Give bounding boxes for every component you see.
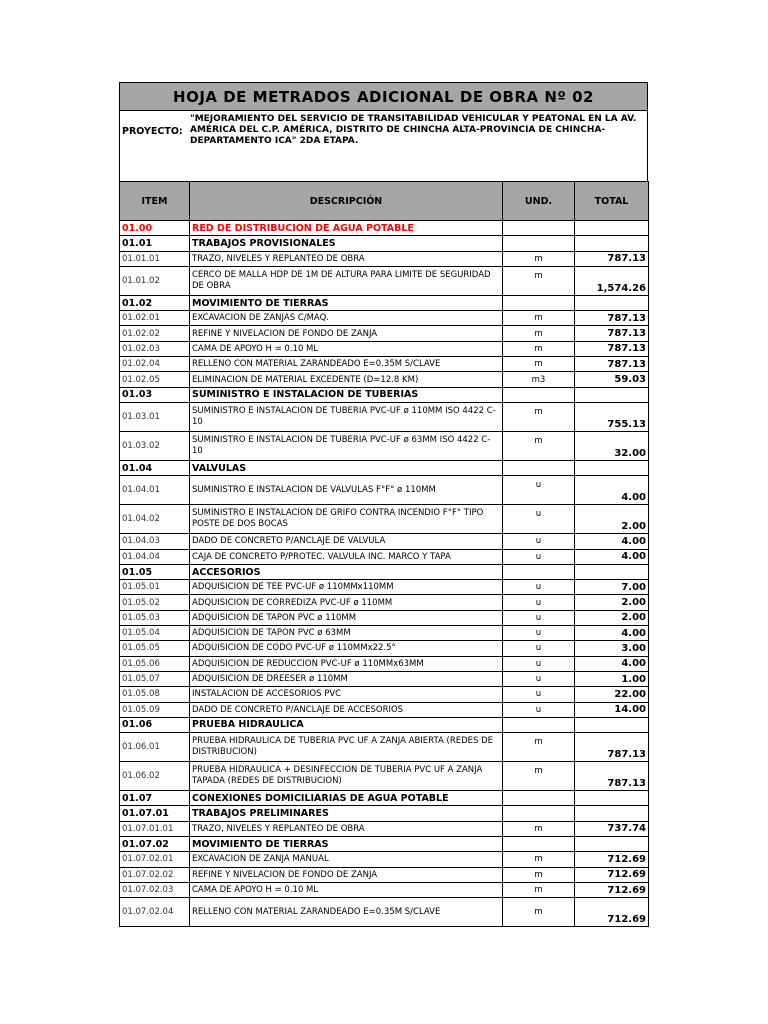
item-unit: u	[503, 656, 575, 671]
item-code: 01.02.01	[120, 311, 190, 326]
item-unit: m	[503, 867, 575, 882]
item-unit	[503, 460, 575, 475]
metrados-table	[119, 181, 649, 927]
item-unit: m	[503, 266, 575, 295]
item-code: 01.02	[120, 295, 190, 310]
table-row	[120, 357, 649, 372]
header-description: DESCRIPCIÓN	[190, 182, 503, 221]
section-row	[120, 236, 649, 251]
item-code: 01.04.02	[120, 505, 190, 534]
section-row	[120, 460, 649, 475]
table-row	[120, 882, 649, 897]
item-code: 01.07.02.03	[120, 882, 190, 897]
item-description: SUMINISTRO E INSTALACION DE GRIFO CONTRA INCENDIO F°F° TIPO POSTE DE DOS BOCAS	[190, 505, 503, 534]
item-total: 22.00	[575, 687, 649, 702]
item-code: 01.05.07	[120, 671, 190, 686]
table-row	[120, 656, 649, 671]
item-unit: u	[503, 671, 575, 686]
item-unit	[503, 806, 575, 821]
item-description: RED DE DISTRIBUCION DE AGUA POTABLE	[190, 221, 503, 236]
table-row	[120, 431, 649, 460]
item-description: ADQUISICION DE CODO PVC-UF ø 110MMx22.5°	[190, 641, 503, 656]
table-row	[120, 762, 649, 791]
item-total	[575, 717, 649, 732]
table-row	[120, 549, 649, 564]
item-unit: m	[503, 762, 575, 791]
item-total: 4.00	[575, 476, 649, 505]
item-unit: u	[503, 610, 575, 625]
item-unit: m	[503, 251, 575, 266]
item-total: 4.00	[575, 626, 649, 641]
item-total	[575, 236, 649, 251]
section-row	[120, 295, 649, 310]
item-description: ADQUISICION DE CORREDIZA PVC-UF ø 110MM	[190, 595, 503, 610]
item-code: 01.05.09	[120, 702, 190, 717]
item-code: 01.07.01	[120, 806, 190, 821]
item-description: ADQUISICION DE REDUCCION PVC-UF ø 110MMx63MM	[190, 656, 503, 671]
item-description: CONEXIONES DOMICILIARIAS DE AGUA POTABLE	[190, 791, 503, 806]
item-total	[575, 837, 649, 852]
item-code: 01.02.02	[120, 326, 190, 341]
item-description: SUMINISTRO E INSTALACION DE TUBERIA PVC-UF ø 110MM ISO 4422 C-10	[190, 402, 503, 431]
item-code: 01.06	[120, 717, 190, 732]
item-unit	[503, 295, 575, 310]
item-unit: u	[503, 505, 575, 534]
item-code: 01.05.05	[120, 641, 190, 656]
item-unit: m	[503, 341, 575, 356]
item-unit: u	[503, 641, 575, 656]
item-unit: m	[503, 431, 575, 460]
item-description: PRUEBA HIDRAULICA + DESINFECCION DE TUBERIA PVC UF A ZANJA TAPADA (REDES DE DISTRIBUCION)	[190, 762, 503, 791]
item-total: 7.00	[575, 580, 649, 595]
item-code: 01.07.02.01	[120, 852, 190, 867]
item-total: 2.00	[575, 595, 649, 610]
table-row	[120, 610, 649, 625]
table-header-row	[120, 182, 649, 221]
item-description: REFINE Y NIVELACION DE FONDO DE ZANJA	[190, 326, 503, 341]
item-description: RELLENO CON MATERIAL ZARANDEADO E=0.35M S/CLAVE	[190, 357, 503, 372]
item-total: 787.13	[575, 326, 649, 341]
item-total: 4.00	[575, 534, 649, 549]
item-total: 4.00	[575, 656, 649, 671]
item-code: 01.07.01.01	[120, 821, 190, 836]
section-row	[120, 221, 649, 236]
item-total	[575, 806, 649, 821]
metrados-sheet	[119, 82, 648, 927]
item-code: 01.04.03	[120, 534, 190, 549]
item-description: ACCESORIOS	[190, 564, 503, 579]
item-code: 01.06.02	[120, 762, 190, 791]
item-total: 787.13	[575, 762, 649, 791]
item-code: 01.07.02	[120, 837, 190, 852]
item-unit: u	[503, 626, 575, 641]
item-code: 01.07.02.04	[120, 898, 190, 927]
item-code: 01.00	[120, 221, 190, 236]
item-unit: u	[503, 549, 575, 564]
item-total: 787.13	[575, 341, 649, 356]
table-row	[120, 852, 649, 867]
table-row	[120, 595, 649, 610]
table-row	[120, 733, 649, 762]
project-label: PROYECTO:	[122, 126, 183, 137]
item-description: CAMA DE APOYO H = 0.10 ML	[190, 341, 503, 356]
item-code: 01.06.01	[120, 733, 190, 762]
item-total: 712.69	[575, 867, 649, 882]
table-body	[120, 221, 649, 927]
item-description: ADQUISICION DE DREESER ø 110MM	[190, 671, 503, 686]
item-code: 01.01.01	[120, 251, 190, 266]
table-row	[120, 266, 649, 295]
item-code: 01.07.02.02	[120, 867, 190, 882]
document-title: HOJA DE METRADOS ADICIONAL DE OBRA Nº 02	[119, 82, 648, 111]
item-total: 59.03	[575, 372, 649, 387]
section-row	[120, 387, 649, 402]
item-description: ADQUISICION DE TAPON PVC ø 110MM	[190, 610, 503, 625]
item-unit: m	[503, 733, 575, 762]
item-code: 01.05.08	[120, 687, 190, 702]
table-row	[120, 251, 649, 266]
item-code: 01.03.02	[120, 431, 190, 460]
item-total: 32.00	[575, 431, 649, 460]
item-description: PRUEBA HIDRAULICA DE TUBERIA PVC UF A ZANJA ABIERTA (REDES DE DISTRIBUCION)	[190, 733, 503, 762]
item-code: 01.05.04	[120, 626, 190, 641]
item-unit: m	[503, 882, 575, 897]
item-code: 01.04.04	[120, 549, 190, 564]
item-unit: u	[503, 476, 575, 505]
item-code: 01.05.06	[120, 656, 190, 671]
item-unit	[503, 236, 575, 251]
item-description: ELIMINACION DE MATERIAL EXCEDENTE (D=12.8 KM)	[190, 372, 503, 387]
item-unit: u	[503, 595, 575, 610]
item-description: INSTALACION DE ACCESORIOS PVC	[190, 687, 503, 702]
item-description: SUMINISTRO E INSTALACION DE TUBERIA PVC-UF ø 63MM ISO 4422 C-10	[190, 431, 503, 460]
item-unit	[503, 837, 575, 852]
item-unit: m	[503, 852, 575, 867]
item-code: 01.02.05	[120, 372, 190, 387]
item-total: 1.00	[575, 671, 649, 686]
item-unit: u	[503, 580, 575, 595]
item-total: 787.13	[575, 733, 649, 762]
item-unit: m	[503, 898, 575, 927]
item-unit	[503, 791, 575, 806]
item-unit: m	[503, 357, 575, 372]
table-row	[120, 341, 649, 356]
item-unit	[503, 221, 575, 236]
item-code: 01.01	[120, 236, 190, 251]
item-unit: u	[503, 534, 575, 549]
item-description: ADQUISICION DE TEE PVC-UF ø 110MMx110MM	[190, 580, 503, 595]
item-description: PRUEBA HIDRAULICA	[190, 717, 503, 732]
item-description: SUMINISTRO E INSTALACION DE TUBERIAS	[190, 387, 503, 402]
table-row	[120, 641, 649, 656]
item-total: 712.69	[575, 898, 649, 927]
project-description: "MEJORAMIENTO DEL SERVICIO DE TRANSITABILIDAD VEHICULAR Y PEATONAL EN LA AV. AMÉRICA DEL C.P. AMÉRICA, DISTRITO DE CHINCHA ALTA-PROVINCIA DE CHINCHA-DEPARTAMENTO ICA" 2DA ETAPA.	[190, 114, 637, 146]
item-total: 755.13	[575, 402, 649, 431]
table-row	[120, 402, 649, 431]
item-code: 01.02.04	[120, 357, 190, 372]
header-total: TOTAL	[575, 182, 649, 221]
item-description: TRABAJOS PROVISIONALES	[190, 236, 503, 251]
section-row	[120, 717, 649, 732]
project-block	[119, 111, 648, 181]
item-description: TRABAJOS PRELIMINARES	[190, 806, 503, 821]
item-total: 14.00	[575, 702, 649, 717]
item-total: 712.69	[575, 882, 649, 897]
item-description: EXCAVACION DE ZANJA MANUAL	[190, 852, 503, 867]
item-description: RELLENO CON MATERIAL ZARANDEADO E=0.35M S/CLAVE	[190, 898, 503, 927]
item-description: ADQUISICION DE TAPON PVC ø 63MM	[190, 626, 503, 641]
item-unit: m3	[503, 372, 575, 387]
item-unit: u	[503, 687, 575, 702]
item-description: DADO DE CONCRETO P/ANCLAJE DE ACCESORIOS	[190, 702, 503, 717]
table-row	[120, 687, 649, 702]
section-row	[120, 806, 649, 821]
section-row	[120, 837, 649, 852]
item-description: CAMA DE APOYO H = 0.10 ML	[190, 882, 503, 897]
header-item: ITEM	[120, 182, 190, 221]
item-description: EXCAVACION DE ZANJAS C/MAQ.	[190, 311, 503, 326]
item-total: 787.13	[575, 357, 649, 372]
table-row	[120, 867, 649, 882]
item-code: 01.03.01	[120, 402, 190, 431]
item-total: 2.00	[575, 505, 649, 534]
section-row	[120, 791, 649, 806]
item-total: 1,574.26	[575, 266, 649, 295]
item-description: MOVIMIENTO DE TIERRAS	[190, 295, 503, 310]
table-row	[120, 505, 649, 534]
item-total: 712.69	[575, 852, 649, 867]
table-row	[120, 702, 649, 717]
item-code: 01.04.01	[120, 476, 190, 505]
item-code: 01.07	[120, 791, 190, 806]
item-total: 3.00	[575, 641, 649, 656]
item-total	[575, 387, 649, 402]
item-description: CERCO DE MALLA HDP DE 1M DE ALTURA PARA LIMITE DE SEGURIDAD DE OBRA	[190, 266, 503, 295]
item-description: VALVULAS	[190, 460, 503, 475]
item-description: CAJA DE CONCRETO P/PROTEC. VALVULA INC. MARCO Y TAPA	[190, 549, 503, 564]
section-row	[120, 564, 649, 579]
item-total: 4.00	[575, 549, 649, 564]
item-total	[575, 221, 649, 236]
table-row	[120, 626, 649, 641]
item-code: 01.03	[120, 387, 190, 402]
item-code: 01.05	[120, 564, 190, 579]
table-row	[120, 534, 649, 549]
item-description: REFINE Y NIVELACION DE FONDO DE ZANJA	[190, 867, 503, 882]
item-code: 01.04	[120, 460, 190, 475]
table-row	[120, 311, 649, 326]
table-row	[120, 326, 649, 341]
item-code: 01.05.01	[120, 580, 190, 595]
header-unit: UND.	[503, 182, 575, 221]
item-unit: m	[503, 402, 575, 431]
item-total	[575, 564, 649, 579]
table-row	[120, 671, 649, 686]
item-total: 2.00	[575, 610, 649, 625]
item-unit	[503, 564, 575, 579]
item-total	[575, 295, 649, 310]
table-row	[120, 821, 649, 836]
item-description: TRAZO, NIVELES Y REPLANTEO DE OBRA	[190, 821, 503, 836]
item-description: SUMINISTRO E INSTALACION DE VALVULAS F°F° ø 110MM	[190, 476, 503, 505]
item-unit: m	[503, 326, 575, 341]
item-description: MOVIMIENTO DE TIERRAS	[190, 837, 503, 852]
item-total	[575, 791, 649, 806]
item-code: 01.01.02	[120, 266, 190, 295]
item-code: 01.05.02	[120, 595, 190, 610]
item-unit: m	[503, 311, 575, 326]
item-description: TRAZO, NIVELES Y REPLANTEO DE OBRA	[190, 251, 503, 266]
item-code: 01.05.03	[120, 610, 190, 625]
item-total	[575, 460, 649, 475]
item-unit	[503, 387, 575, 402]
table-row	[120, 580, 649, 595]
table-row	[120, 372, 649, 387]
table-row	[120, 476, 649, 505]
item-unit: u	[503, 702, 575, 717]
table-row	[120, 898, 649, 927]
item-total: 737.74	[575, 821, 649, 836]
item-description: DADO DE CONCRETO P/ANCLAJE DE VALVULA	[190, 534, 503, 549]
item-total: 787.13	[575, 311, 649, 326]
item-code: 01.02.03	[120, 341, 190, 356]
item-unit: m	[503, 821, 575, 836]
item-unit	[503, 717, 575, 732]
item-total: 787.13	[575, 251, 649, 266]
